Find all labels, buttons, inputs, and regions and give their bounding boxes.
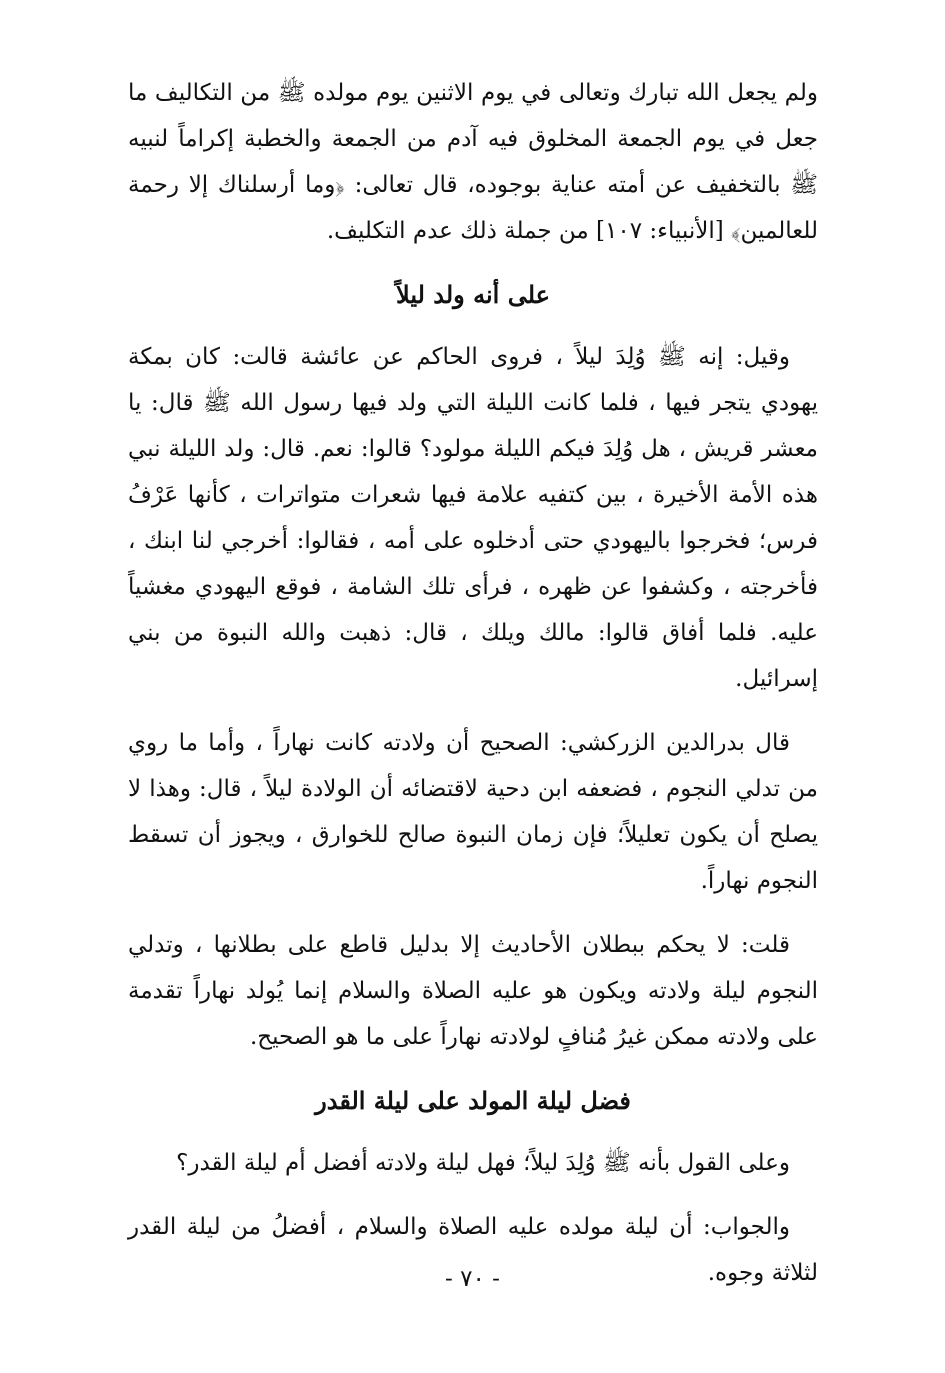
- paragraph-1: ولم يجعل الله تبارك وتعالى في يوم الاثنين يوم مولده ﷺ من التكاليف ما جعل في يوم الجمعة المخلوق فيه آدم من الجمعة والخطبة إكراماً لنبيه ﷺ بالتخفيف عن أمته عناية بوجوده، قال تعالى: ﴿وما أرسلناك إلا رحمة للعالمين﴾ [الأنبياء: ١٠٧] من جملة ذلك عدم التكليف.: [128, 80, 818, 244]
- paragraph-6: والجواب: أن ليلة مولده عليه الصلاة والسلام ، أفضلُ من ليلة القدر لثلاثة وجوه.: [128, 1214, 818, 1286]
- paragraph-2: وقيل: إنه ﷺ وُلِدَ ليلاً ، فروى الحاكم عن عائشة قالت: كان بمكة يهودي يتجر فيها ، فلما كانت الليلة التي ولد فيها رسول الله ﷺ قال: يا معشر قريش ، هل وُلِدَ فيكم الليلة مولود؟ قالوا: نعم. قال: ولد الليلة نبي هذه الأمة الأخيرة ، بين كتفيه علامة فيها شعرات متواترات ، كأنها عَرْفُ فرس؛ فخرجوا باليهودي حتى أدخلوه على أمه ، فقالوا: أخرجي لنا ابنك ، فأخرجته ، وكشفوا عن ظهره ، فرأى تلك الشامة ، فوقع اليهودي مغشياً عليه. فلما أفاق قالوا: مالك ويلك ، قال: ذهبت والله النبوة من بني إسرائيل.: [128, 344, 818, 692]
- page-number: - ٧٠ -: [445, 1266, 500, 1292]
- section-heading-born-at-night: على أنه ولد ليلاً: [396, 280, 550, 309]
- page-body: [128, 70, 818, 1314]
- section-heading-night-virtue: فضل ليلة المولد على ليلة القدر: [315, 1086, 631, 1115]
- paragraph-5: وعلى القول بأنه ﷺ وُلِدَ ليلاً؛ فهل ليلة ولادته أفضل أم ليلة القدر؟: [176, 1150, 790, 1176]
- paragraph-4: قلت: لا يحكم ببطلان الأحاديث إلا بدليل قاطع على بطلانها ، وتدلي النجوم ليلة ولادته ويكون هو عليه الصلاة والسلام إنما يُولد نهاراً تقدمة على ولادته ممكن غيرُ مُنافٍ لولادته نهاراً على ما هو الصحيح.: [128, 932, 818, 1050]
- paragraph-3: قال بدرالدين الزركشي: الصحيح أن ولادته كانت نهاراً ، وأما ما روي من تدلي النجوم ، فضعفه ابن دحية لاقتضائه أن الولادة ليلاً ، قال: وهذا لا يصلح أن يكون تعليلاً؛ فإن زمان النبوة صالح للخوارق ، ويجوز أن تسقط النجوم نهاراً.: [128, 730, 818, 894]
